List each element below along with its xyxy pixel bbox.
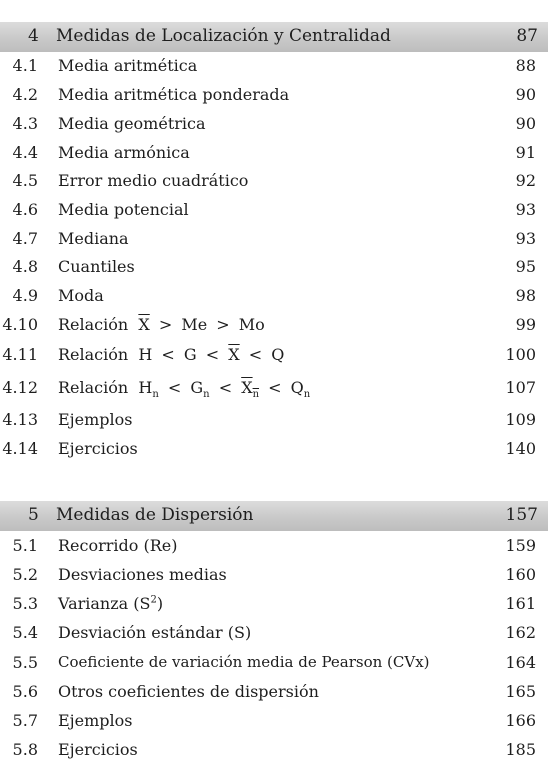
- section-title: Relación: [58, 378, 129, 397]
- section-page: 93: [515, 229, 536, 248]
- toc-row-5-8[interactable]: [0, 737, 548, 763]
- formula-harmonic: H: [138, 378, 153, 397]
- formula-subscript: n: [152, 389, 159, 401]
- toc-row-5-4[interactable]: [0, 620, 548, 646]
- section-page: 90: [515, 85, 536, 104]
- toc-row-4-5[interactable]: [0, 168, 548, 194]
- section-number: 4.8: [12, 257, 38, 276]
- formula-mean-x: X: [241, 378, 253, 397]
- section-number: 4.14: [2, 439, 38, 458]
- section-number: 5.4: [12, 623, 38, 642]
- toc-row-4-2[interactable]: [0, 82, 548, 108]
- section-number: 4.2: [12, 85, 38, 104]
- section-title: Ejercicios: [58, 439, 138, 458]
- section-title: Recorrido (Re): [58, 536, 178, 555]
- chapter-title: Medidas de Dispersión: [56, 505, 254, 525]
- chapter-page: 87: [516, 26, 538, 46]
- formula-geometric: G: [190, 378, 204, 397]
- section-number: 5.5: [12, 653, 38, 672]
- toc-row-5-5[interactable]: [0, 650, 548, 676]
- section-title: Moda: [58, 286, 104, 305]
- section-page: 165: [505, 682, 536, 701]
- formula-operator: <: [205, 345, 220, 364]
- toc-row-5-2[interactable]: [0, 562, 548, 588]
- superscript: 2: [150, 594, 157, 606]
- section-title: Relación: [58, 345, 129, 364]
- formula-mean-x-group: [241, 378, 260, 401]
- formula-operator: >: [216, 315, 230, 334]
- section-page: 164: [505, 653, 536, 672]
- section-title: Desviación estándar (S): [58, 623, 252, 642]
- toc-row-4-11[interactable]: [0, 342, 548, 368]
- section-page: 95: [515, 257, 536, 276]
- section-page: 100: [505, 345, 536, 364]
- section-page: 166: [505, 711, 536, 730]
- section-number: 4.1: [12, 56, 38, 75]
- formula-operator: <: [248, 345, 263, 364]
- section-number: 4.7: [12, 229, 38, 248]
- chapter-number: 5: [28, 505, 39, 525]
- section-title: Ejemplos: [58, 711, 133, 730]
- chapter-number: 4: [28, 26, 39, 46]
- section-number: 4.12: [2, 378, 38, 397]
- closing-paren: ): [156, 594, 164, 613]
- section-title: Ejemplos: [58, 410, 133, 429]
- section-title-with-formula: [58, 345, 284, 364]
- section-title: Cuantiles: [58, 257, 135, 276]
- section-number: 5.7: [12, 711, 38, 730]
- formula-mean-x: $\overline{X}$: [228, 345, 240, 364]
- toc-row-4-4[interactable]: [0, 140, 548, 166]
- formula-subscript: n: [303, 389, 311, 401]
- section-title: Coeficiente de variación media de Pearson (CVx): [58, 653, 430, 671]
- toc-row-4-14[interactable]: [0, 436, 548, 462]
- formula-operator: <: [161, 345, 175, 364]
- formula-geometric: G: [183, 345, 197, 364]
- section-title: Media potencial: [58, 200, 189, 219]
- section-title-with-formula: [58, 315, 265, 334]
- section-page: 160: [505, 565, 536, 584]
- toc-row-5-6[interactable]: [0, 679, 548, 705]
- section-page: 140: [505, 439, 536, 458]
- toc-row-5-7[interactable]: [0, 708, 548, 734]
- formula-mode: Mo: [238, 315, 265, 334]
- section-number: 5.6: [12, 682, 38, 701]
- section-page: 98: [515, 286, 536, 305]
- section-title: Ejercicios: [58, 740, 138, 759]
- section-page: 90: [515, 114, 536, 133]
- section-title: Media aritmética ponderada: [58, 85, 290, 104]
- section-number: 4.11: [2, 345, 38, 364]
- section-page: 91: [515, 143, 536, 162]
- section-title: Relación: [58, 315, 129, 334]
- section-page: 185: [505, 740, 536, 759]
- toc-row-4-1[interactable]: [0, 53, 548, 79]
- formula-operator: <: [167, 378, 182, 397]
- section-page: 109: [505, 410, 536, 429]
- section-number: 4.13: [2, 410, 38, 429]
- section-number: 5.3: [12, 594, 38, 613]
- section-page: 161: [505, 594, 536, 613]
- section-page: 162: [505, 623, 536, 642]
- toc-row-4-8[interactable]: [0, 254, 548, 280]
- formula-quadratic: Q: [271, 345, 285, 364]
- section-number: 4.10: [2, 315, 38, 334]
- section-number: 4.6: [12, 200, 38, 219]
- toc-row-4-7[interactable]: [0, 226, 548, 252]
- chapter-5-header[interactable]: [0, 501, 548, 531]
- section-number: 5.8: [12, 740, 38, 759]
- section-page: 93: [515, 200, 536, 219]
- section-page: 92: [515, 171, 536, 190]
- section-number: 5.1: [12, 536, 38, 555]
- toc-row-4-12[interactable]: [0, 375, 548, 401]
- toc-row-4-10[interactable]: [0, 312, 548, 338]
- toc-row-4-6[interactable]: [0, 197, 548, 223]
- toc-row-4-13[interactable]: [0, 407, 548, 433]
- formula-harmonic: H: [138, 345, 153, 364]
- formula-subscript: n: [203, 389, 210, 401]
- section-title: Mediana: [58, 229, 129, 248]
- section-number: 5.2: [12, 565, 38, 584]
- toc-row-5-3[interactable]: [0, 591, 548, 617]
- section-title: Desviaciones medias: [58, 565, 227, 584]
- formula-operator: <: [268, 378, 282, 397]
- section-title-with-formula: [58, 378, 310, 400]
- formula-subscript: n: [252, 389, 260, 401]
- section-number: 4.9: [12, 286, 38, 305]
- formula-operator: >: [158, 315, 173, 334]
- section-number: 4.3: [12, 114, 38, 133]
- toc-row-4-9[interactable]: [0, 283, 548, 309]
- section-page: 99: [515, 315, 536, 334]
- section-number: 4.5: [12, 171, 38, 190]
- section-title: Media geométrica: [58, 114, 206, 133]
- section-title-with-superscript: [58, 594, 163, 613]
- formula-operator: <: [218, 378, 233, 397]
- chapter-title: Medidas de Localización y Centralidad: [56, 26, 391, 46]
- section-title: Varianza (S: [58, 594, 151, 613]
- section-title: Media armónica: [58, 143, 190, 162]
- section-number: 4.4: [12, 143, 38, 162]
- chapter-page: 157: [505, 505, 538, 525]
- toc-row-4-3[interactable]: [0, 111, 548, 137]
- formula-mean-x: $\overline{X}$: [138, 315, 150, 334]
- section-title: Error medio cuadrático: [58, 171, 249, 190]
- formula-median: Me: [181, 315, 208, 334]
- section-title: Media aritmética: [58, 56, 198, 75]
- formula-quadratic: Q: [290, 378, 304, 397]
- section-page: 107: [505, 378, 536, 397]
- section-page: 159: [505, 536, 536, 555]
- section-page: 88: [515, 56, 536, 75]
- section-title: Otros coeficientes de dispersión: [58, 682, 319, 701]
- toc-row-5-1[interactable]: [0, 533, 548, 559]
- chapter-4-header[interactable]: [0, 22, 548, 52]
